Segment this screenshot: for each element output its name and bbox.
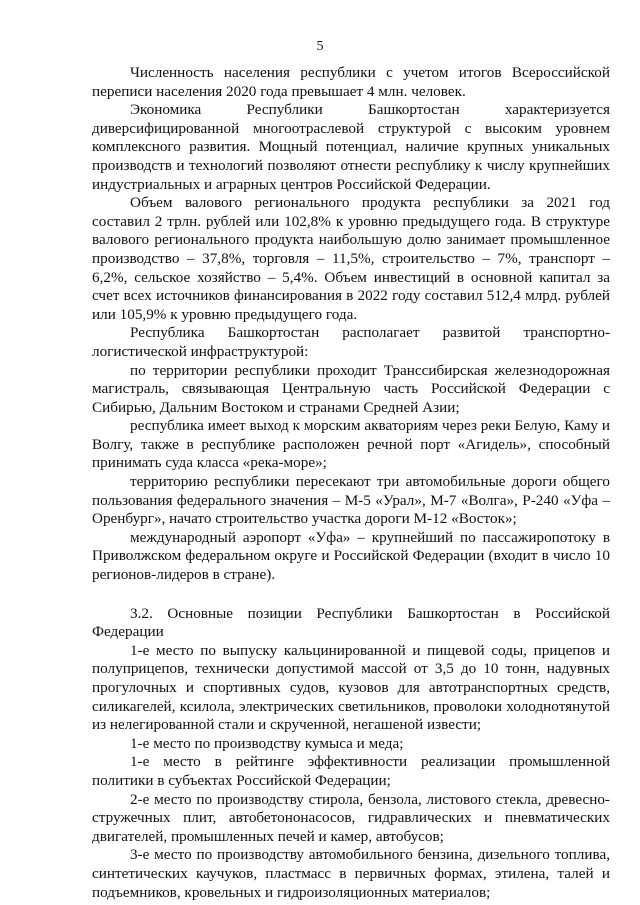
paragraph-economy: Экономика Республики Башкортостан характеризуется диверсифицированной многоотраслевой структурой с высоким уровнем комплексного развития. Мощный потенциал, наличие крупных уникальных производств и технологий позволяют отнести республику к числу крупнейших индустриальных и аграрных центров Российской Федерации. bbox=[92, 101, 610, 193]
paragraph-roads: территорию республики пересекают три автомобильные дороги общего пользования федерального значения – М-5 «Урал», М-7 «Волга», Р-240 «Уфа – Оренбург», начато строительство участка дороги М-12 «Восток»; bbox=[92, 473, 610, 528]
section-paragraph: 3-е место по производству автомобильного бензина, дизельного топлива, синтетических каучуков, пластмасс в первичных формах, этилена, талей и подъемников, кровельных и гидроизоляционных материалов; bbox=[92, 846, 610, 901]
section-paragraph: 1-е место по выпуску кальцинированной и пищевой соды, прицепов и полуприцепов, технически допустимой массой от 3,5 до 10 тонн, надувных прогулочных и спортивных судов, кузовов для автотранспортных средств, силикагелей, ксилола, электрических светильников, проволоки холоднотянутой из нелегированной стали и скрученной, негашеной извести; bbox=[92, 641, 610, 734]
paragraph-grp: Объем валового регионального продукта республики за 2021 год составил 2 трлн. рублей или 102,8% к уровню предыдущего года. В структуре валового регионального продукта наибольшую долю занимает промышленное производство – 37,8%, торговля – 11,5%, строительство – 7%, транспорт – 6,2%, сельское хозяйство – 5,4%. Объем инвестиций в основной капитал за счет всех источников финансирования в 2022 году составил 512,4 млрд. рублей или 105,9% к уровню предыдущего года. bbox=[92, 194, 610, 323]
paragraph-waterways: республика имеет выход к морским акваториям через реки Белую, Каму и Волгу, также в республике расположен речной порт «Агидель», способный принимать суда класса «река-море»; bbox=[92, 417, 610, 472]
section-paragraph: 1-е место по производству кумыса и меда; bbox=[130, 734, 404, 752]
paragraph-railway: по территории республики проходит Транссибирская железнодорожная магистраль, связывающая Центральную часть Российской Федерации с Сибирью, Дальним Востоком и странами Средней Азии; bbox=[92, 361, 610, 416]
document-body bbox=[92, 64, 610, 902]
section-heading: 3.2. Основные позиции Республики Башкортостан в Российской Федерации bbox=[92, 604, 610, 641]
section-paragraph: 2-е место по производству стирола, бензола, листового стекла, древесно-стружечных плит, автобетононасосов, гидравлических и пневматических двигателей, промышленных печей и камер, автобусов; bbox=[92, 790, 610, 845]
page-number: 5 bbox=[316, 39, 324, 54]
paragraph-population: Численность населения республики с учетом итогов Всероссийской переписи населения 2020 года превышает 4 млн. человек. bbox=[92, 64, 610, 100]
section-paragraph: 1-е место в рейтинге эффективности реализации промышленной политики в субъектах Российской Федерации; bbox=[92, 753, 610, 789]
paragraph-transport-intro: Республика Башкортостан располагает развитой транспортно-логистической инфраструктурой: bbox=[92, 324, 610, 360]
paragraph-airport: международный аэропорт «Уфа» – крупнейший по пассажиропотоку в Приволжском федеральном округе и Российской Федерации (входит в число 10 регионов-лидеров в стране). bbox=[92, 528, 610, 584]
